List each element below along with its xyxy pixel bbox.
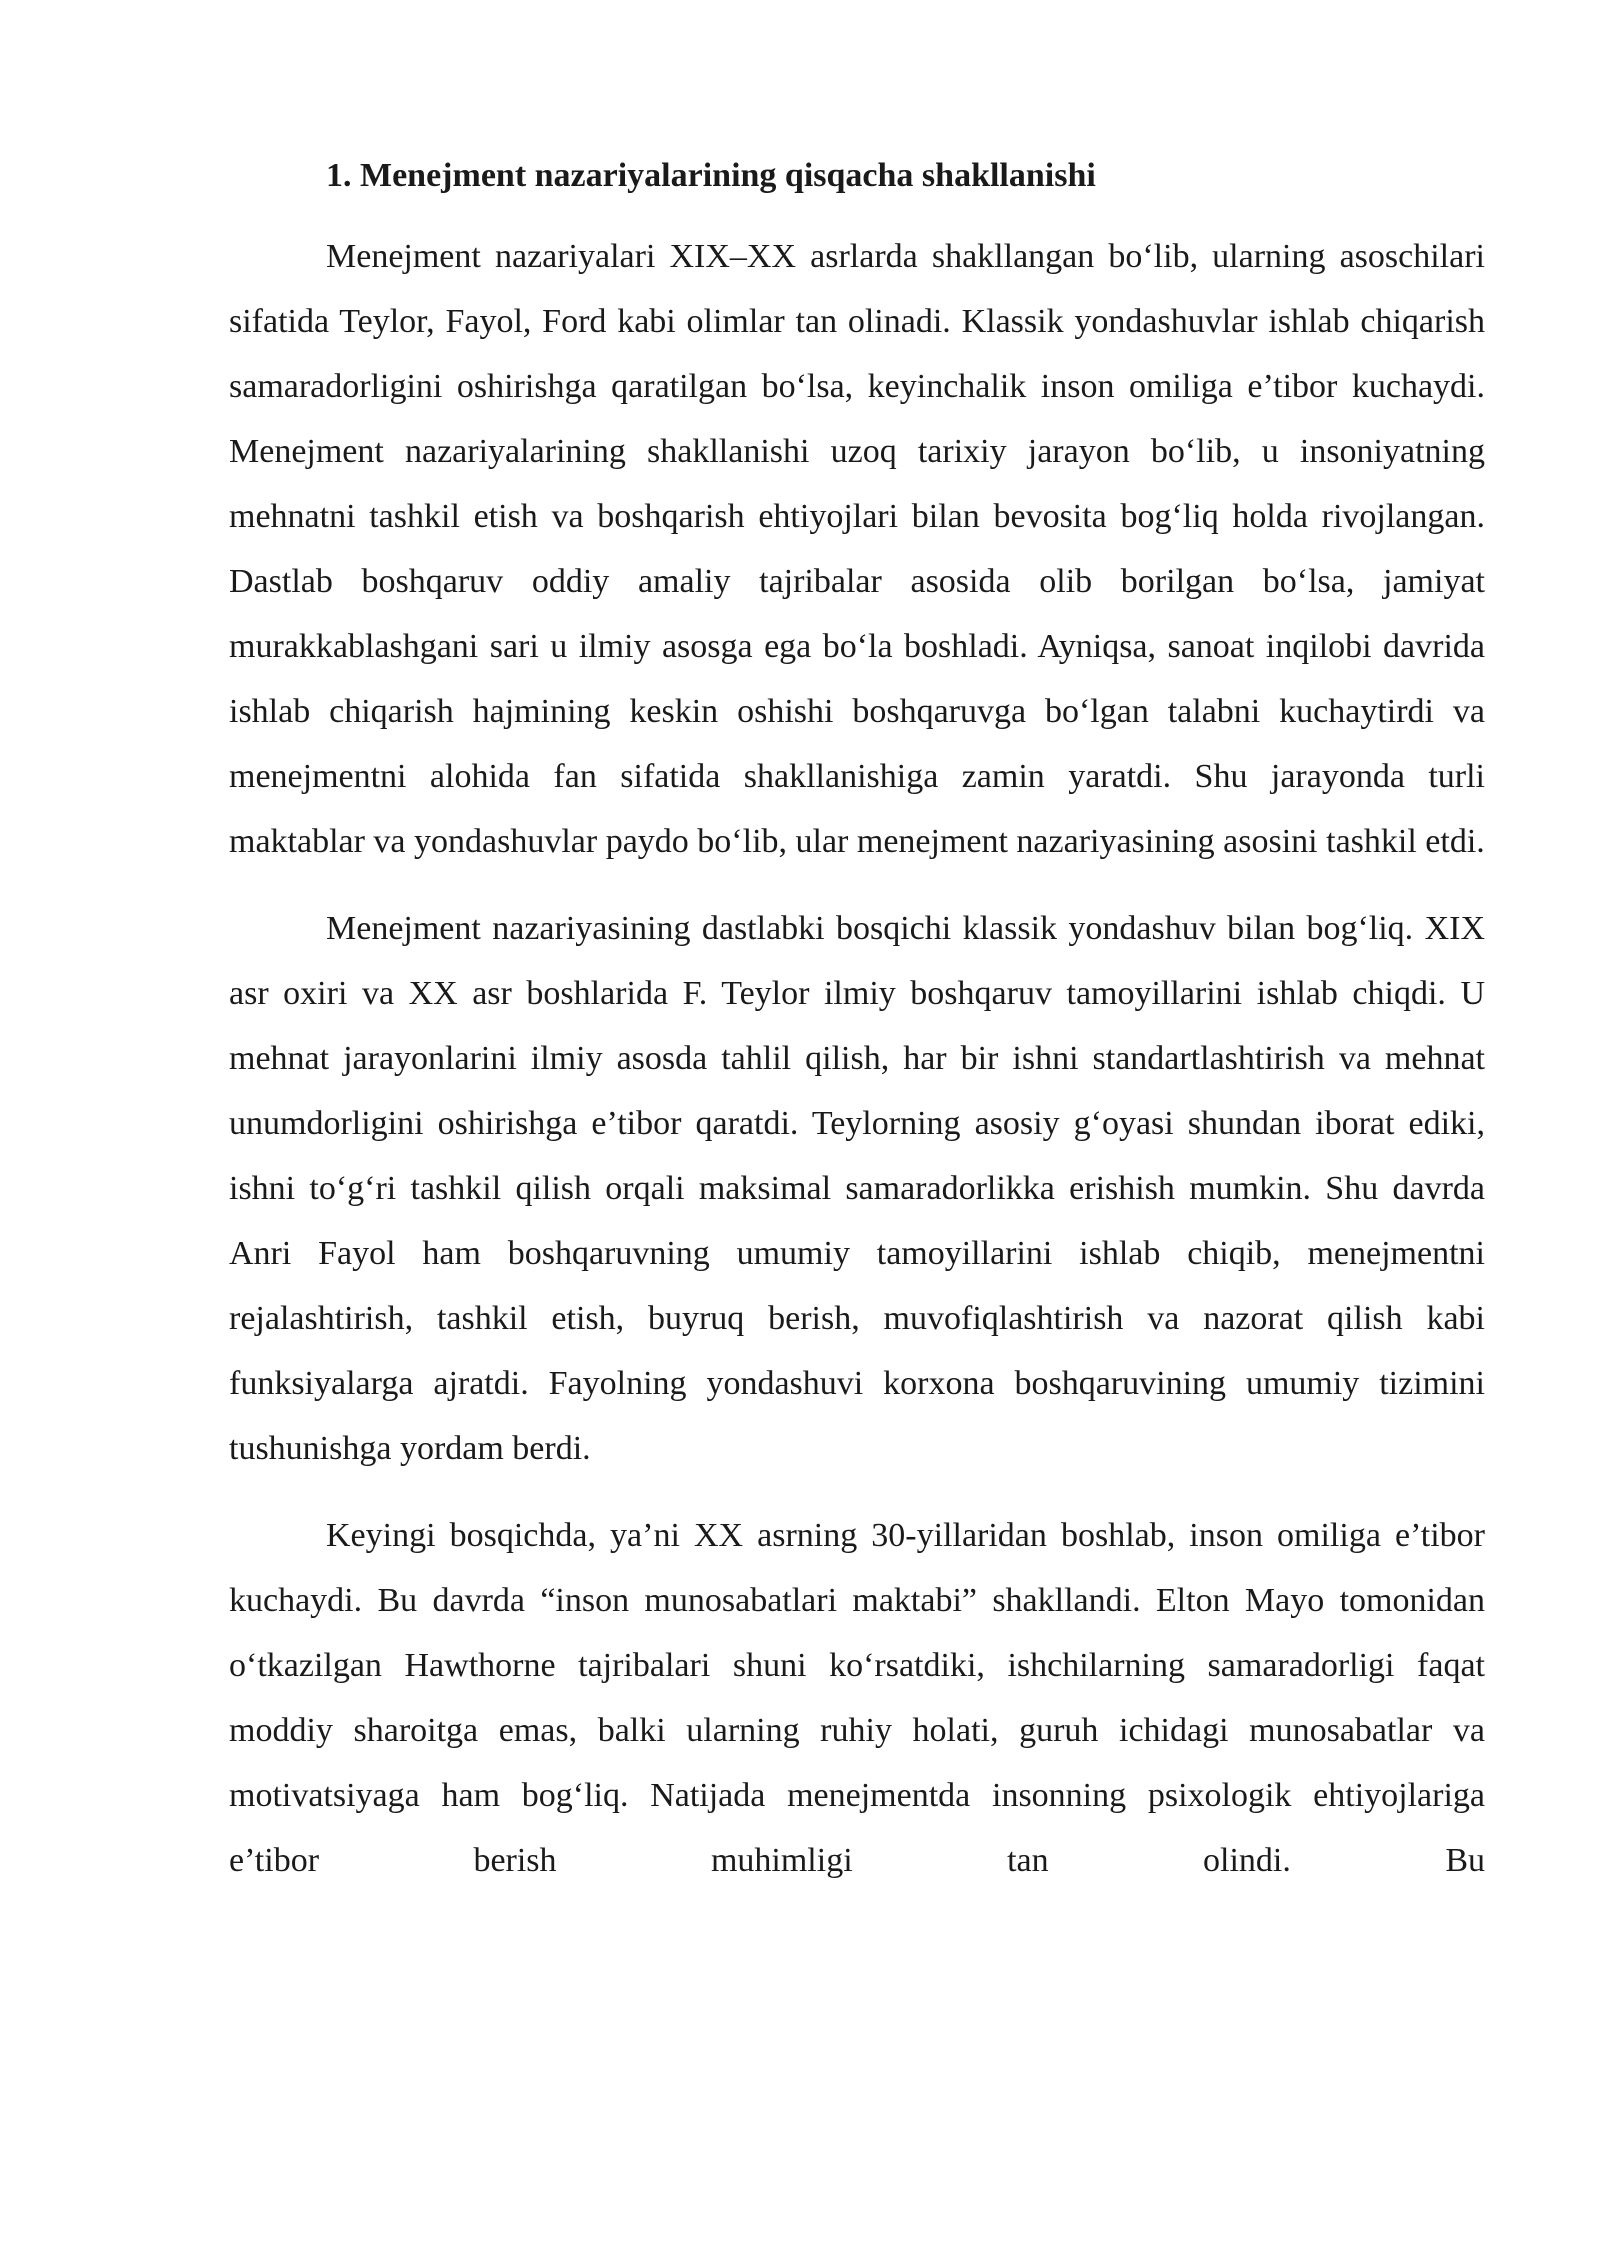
document-page <box>229 150 1485 1915</box>
section-heading: 1. Menejment nazariyalarining qisqacha shakllanishi <box>326 157 1096 194</box>
paragraph-3: Keyingi bosqichda, ya’ni XX asrning 30-yillaridan boshlab, inson omiliga e’tibor kuchaydi. Bu davrda “inson munosabatlari maktabi” shakllandi. Elton Mayo tomonidan o‘tkazilgan Hawthorne tajribalari shuni ko‘rsatdiki, ishchilarning samaradorligi faqat moddiy sharoitga emas, balki ularning ruhiy holati, guruh ichidagi munosabatlar va motivatsiyaga ham bog‘liq. Natijada menejmentda insonning psixologik ehtiyojlariga e’tibor berish muhimligi tan olindi. Bu <box>229 1517 1485 1879</box>
paragraph-2: Menejment nazariyasining dastlabki bosqichi klassik yondashuv bilan bog‘liq. XIX asr oxiri va XX asr boshlarida F. Teylor ilmiy boshqaruv tamoyillarini ishlab chiqdi. U mehnat jarayonlarini ilmiy asosda tahlil qilish, har bir ishni standartlashtirish va mehnat unumdorligini oshirishga e’tibor qaratdi. Teylorning asosiy g‘oyasi shundan iborat ediki, ishni to‘g‘ri tashkil qilish orqali maksimal samaradorlikka erishish mumkin. Shu davrda Anri Fayol ham boshqaruvning umumiy tamoyillarini ishlab chiqib, menejmentni rejalashtirish, tashkil etish, buyruq berish, muvofiqlashtirish va nazorat qilish kabi funksiyalarga ajratdi. Fayolning yondashuvi korxona boshqaruvining umumiy tizimini tushunishga yordam berdi. <box>229 910 1485 1467</box>
paragraph-1: Menejment nazariyalari XIX–XX asrlarda shakllangan bo‘lib, ularning asoschilari sifatida Teylor, Fayol, Ford kabi olimlar tan olinadi. Klassik yondashuvlar ishlab chiqarish samaradorligini oshirishga qaratilgan bo‘lsa, keyinchalik inson omiliga e’tibor kuchaydi. Menejment nazariyalarining shakllanishi uzoq tarixiy jarayon bo‘lib, u insoniyatning mehnatni tashkil etish va boshqarish ehtiyojlari bilan bevosita bog‘liq holda rivojlangan. Dastlab boshqaruv oddiy amaliy tajribalar asosida olib borilgan bo‘lsa, jamiyat murakkablashgani sari u ilmiy asosga ega bo‘la boshladi. Ayniqsa, sanoat inqilobi davrida ishlab chiqarish hajmining keskin oshishi boshqaruvga bo‘lgan talabni kuchaytirdi va menejmentni alohida fan sifatida shakllanishiga zamin yaratdi. Shu jarayonda turli maktablar va yondashuvlar paydo bo‘lib, ular menejment nazariyasining asosini tashkil etdi. <box>229 238 1485 860</box>
